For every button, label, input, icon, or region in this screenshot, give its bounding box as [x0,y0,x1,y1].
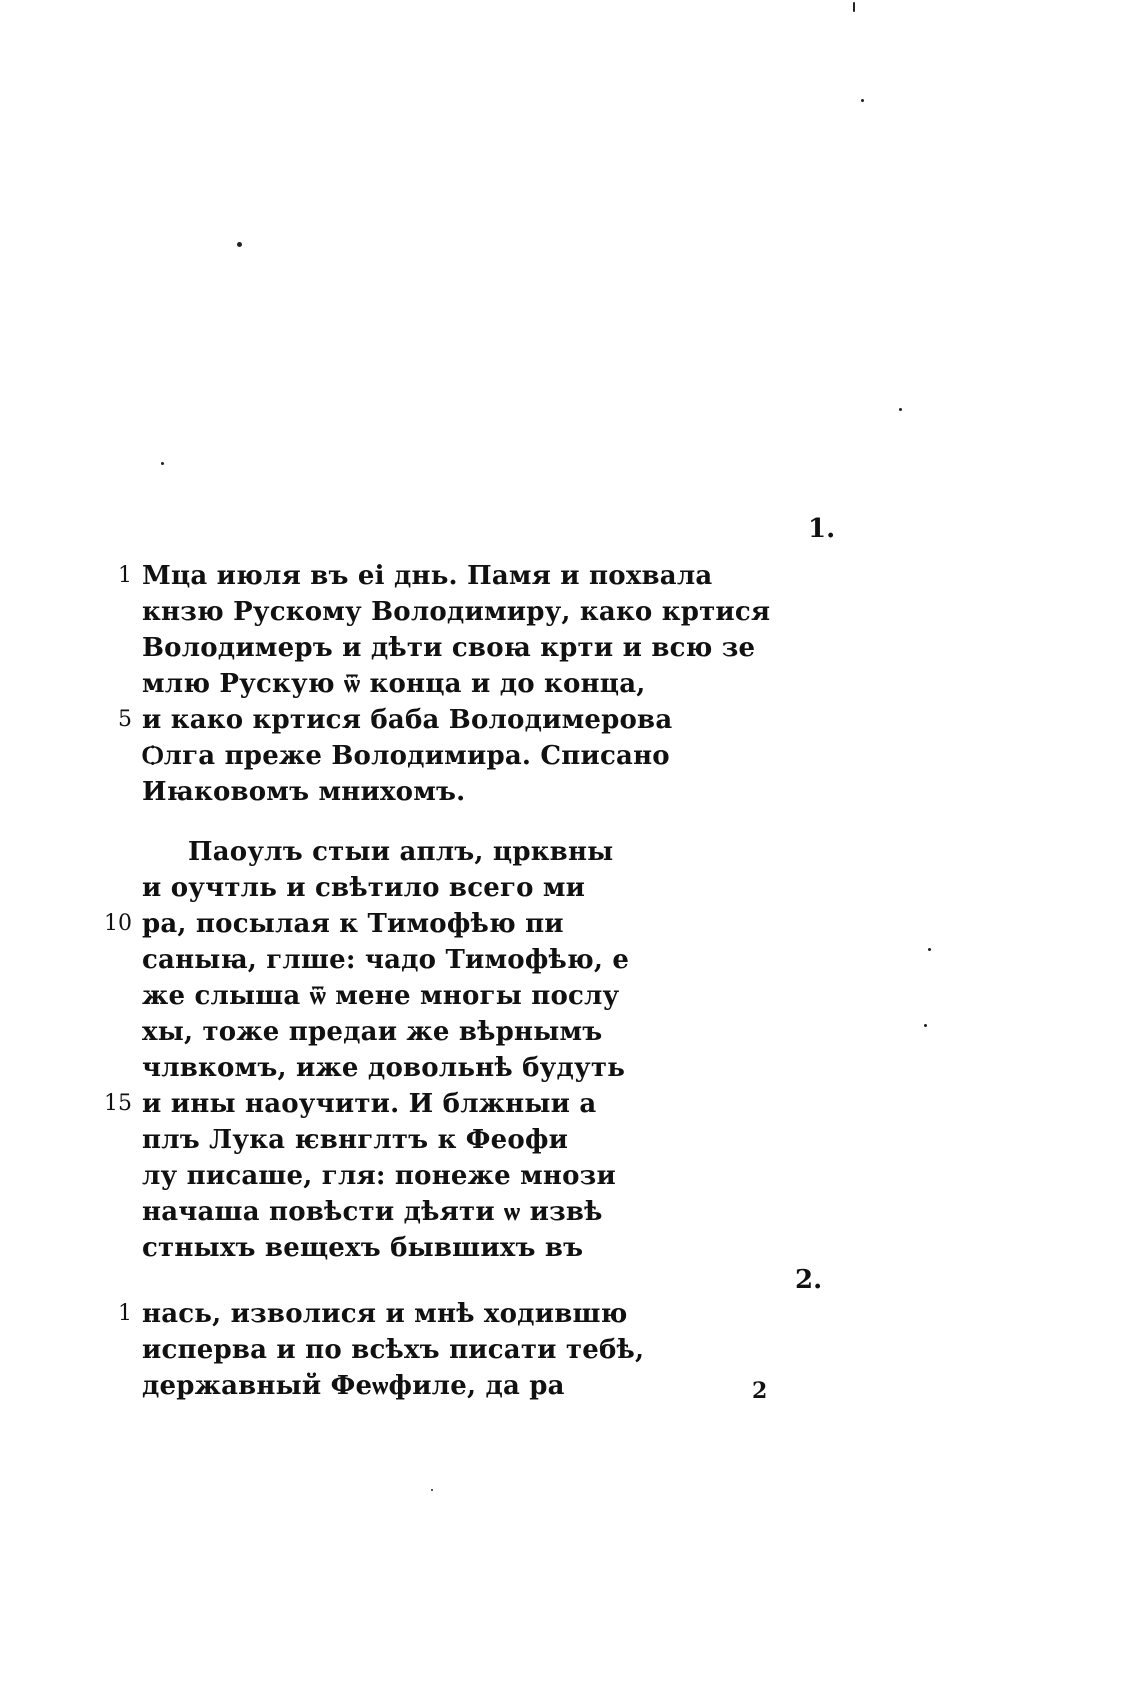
text-line: и оучтль и свѣтило всего ми [142,873,586,903]
line-number: 10 [104,911,132,936]
section-marker-1: 1. [808,514,836,544]
speck-mark [861,99,864,102]
line-number [92,628,132,668]
line-number [92,1156,132,1196]
text-line: начаша повѣсти дѣяти ѡ извѣ [142,1197,603,1227]
line-number [92,1048,132,1088]
text-line: Володимеръ и дѣти своꙗ крти и всю зе [142,633,756,663]
line-number [92,1192,132,1232]
speck-mark [431,1489,433,1491]
text-line: Мца июля въ еі днь. Памя и похвала [142,561,713,591]
line-number [92,1012,132,1052]
text-line: саныꙗ, глше: чадо Тимофѣю, е [142,945,630,975]
line-number [92,1228,132,1268]
page-number: 2 [752,1378,768,1404]
speck-mark [928,948,931,951]
line-number: 15 [104,1091,132,1116]
line-number [92,1366,132,1406]
section-marker-2: 2. [795,1265,823,1295]
text-line: ра, посылая к Тимофѣю пи [142,909,564,939]
line-number [92,1330,132,1370]
text-line: стныхъ вещехъ бывшихъ въ [142,1233,584,1263]
text-line: исперва и по всѣхъ писати тебѣ, [142,1335,645,1365]
line-number: 1 [118,563,132,588]
text-line: лу писаше, гля: понеже мнози [142,1161,616,1191]
line-number: 5 [118,707,132,732]
text-line: нась, изволися и мнѣ ходившю [142,1299,628,1329]
text-line: кнзю Рускому Володимиру, како кртися [142,597,771,627]
text-line: Иꙗковомъ мнихомъ. [142,777,466,807]
text-line: хы, тоже предаи же вѣрнымъ [142,1017,603,1047]
line-number [92,664,132,704]
line-number [92,772,132,812]
speck-mark [161,462,164,465]
line-number: 1 [118,1301,132,1326]
line-number [92,868,132,908]
text-line: Ѻлга преже Володимира. Списано [142,741,670,771]
line-number [92,940,132,980]
text-line: же слыша ѿ мене многы послу [142,981,620,1011]
text-line: и ины наоучити. И блжныи а [142,1089,597,1119]
speck-mark [899,408,902,411]
text-line: члвкомъ, иже довольнѣ будуть [142,1053,626,1083]
text-line: и како кртися баба Володимерова [142,705,673,735]
speck-mark [924,1024,927,1027]
line-number [92,592,132,632]
speck-mark [853,2,855,12]
text-line: Паоулъ стыи аплъ, црквны [188,837,614,867]
text-line: млю Рускую ѿ конца и до конца, [142,669,646,699]
line-number [92,976,132,1016]
line-number [92,736,132,776]
text-line: державный Феѡфиле, да ра [142,1371,565,1401]
text-line: плъ Лука ѥвнглтъ к Феофи [142,1125,569,1155]
speck-mark [237,242,242,247]
line-number [92,1120,132,1160]
line-number [92,832,132,872]
